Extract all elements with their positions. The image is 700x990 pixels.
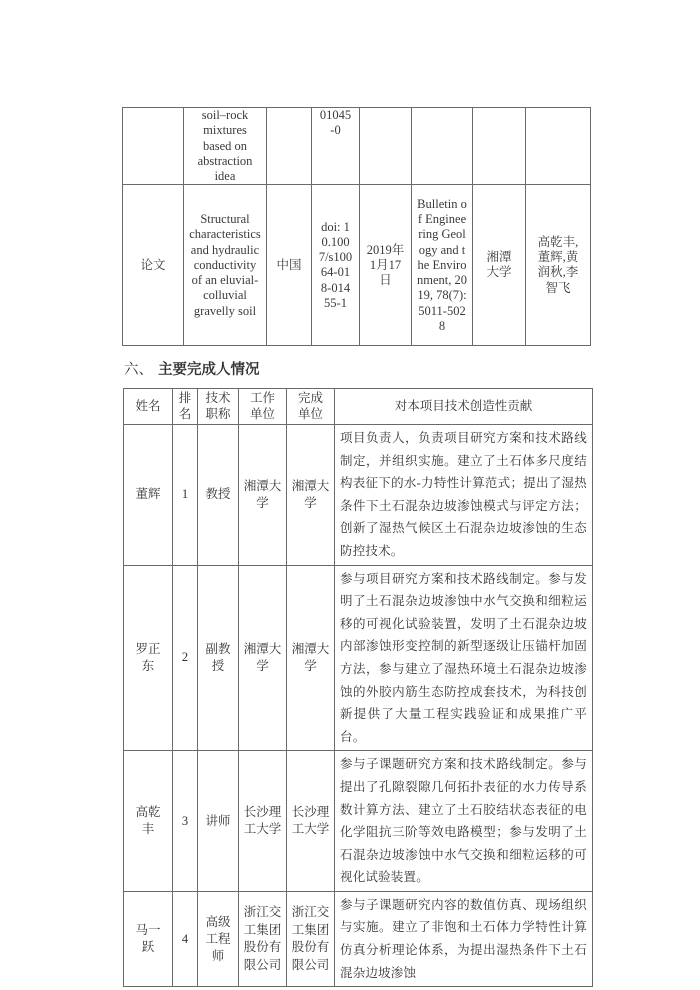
person-contribution: 项目负责人，负责项目研究方案和技术路线制定，并组织实施。建立了土石体多尺度结构表征下的水-力特性计算范式；提出了湿热条件下土石混杂边坡渗蚀模式与评定方法；创新了湿热气候区土石混杂边坡渗蚀的生态防控技术。 — [335, 425, 593, 566]
person-work-unit: 湘潭大学 — [239, 565, 287, 751]
person-rank: 1 — [173, 425, 198, 566]
header-name: 姓名 — [124, 389, 173, 425]
table-header-row — [124, 389, 593, 425]
person-work-unit: 湘潭大学 — [239, 425, 287, 566]
table-row — [124, 565, 593, 751]
person-work-unit: 长沙理工大学 — [239, 751, 287, 892]
paper-country: 中国 — [267, 185, 312, 346]
paper-date — [360, 108, 412, 185]
person-contribution: 参与项目研究方案和技术路线制定。参与发明了土石混杂边坡渗蚀中水气交换和细粒运移的可视化试验装置，发明了土石混杂边坡内部渗蚀形变控制的新型逐级让压锚杆加固方法，参与建立了湿热环境土石混杂边坡渗蚀的外胶内筋生态防控成套技术，为科技创新提供了大量工程实践验证和成果推广平台。 — [335, 565, 593, 751]
paper-journal: Bulletin of Engineering Geology and the Environment, 2019, 78(7): 5011-5028 — [412, 185, 473, 346]
person-work-unit: 浙江交工集团股份有限公司 — [239, 891, 287, 986]
people-table — [123, 388, 593, 987]
paper-title: Structural characteristics and hydraulic conductivity of an eluvial-colluvial gravelly soil — [184, 185, 267, 346]
person-completion-unit: 浙江交工集团股份有限公司 — [287, 891, 335, 986]
papers-table — [122, 107, 591, 346]
header-rank: 排名 — [173, 389, 198, 425]
paper-authors: 高乾丰,董辉,黄润秋,李智飞 — [526, 185, 591, 346]
person-name: 董辉 — [124, 425, 173, 566]
person-contribution: 参与子课题研究方案和技术路线制定。参与提出了孔隙裂隙几何拓扑表征的水力传导系数计算方法、建立了土石胶结状态表征的电化学阻抗三阶等效电路模型；参与发明了土石混杂边坡渗蚀中水气交换和细粒运移的可视化试验装置。 — [335, 751, 593, 892]
paper-journal — [412, 108, 473, 185]
person-contribution: 参与子课题研究内容的数值仿真、现场组织与实施。建立了非饱和土石体力学特性计算仿真分析理论体系，为提出湿热条件下土石混杂边坡渗蚀 — [335, 891, 593, 986]
person-title: 讲师 — [198, 751, 239, 892]
paper-doi: doi: 10.1007/s10064-018-01455-1 — [312, 185, 360, 346]
table-row — [124, 751, 593, 892]
person-completion-unit: 湘潭大学 — [287, 425, 335, 566]
table-row — [124, 425, 593, 566]
header-completion-unit: 完成单位 — [287, 389, 335, 425]
person-title: 教授 — [198, 425, 239, 566]
person-title: 高级工程师 — [198, 891, 239, 986]
header-contribution: 对本项目技术创造性贡献 — [335, 389, 593, 425]
person-completion-unit: 长沙理工大学 — [287, 751, 335, 892]
paper-type: 论文 — [123, 185, 184, 346]
person-title: 副教授 — [198, 565, 239, 751]
table-row — [123, 185, 591, 346]
person-name: 马一跃 — [124, 891, 173, 986]
person-name: 罗正东 — [124, 565, 173, 751]
paper-authors — [526, 108, 591, 185]
paper-date: 2019年1月17日 — [360, 185, 412, 346]
person-rank: 4 — [173, 891, 198, 986]
person-name: 高乾丰 — [124, 751, 173, 892]
person-rank: 2 — [173, 565, 198, 751]
paper-type — [123, 108, 184, 185]
paper-title: soil–rock mixtures based on abstraction idea — [184, 108, 267, 185]
person-completion-unit: 湘潭大学 — [287, 565, 335, 751]
header-title: 技术职称 — [198, 389, 239, 425]
person-rank: 3 — [173, 751, 198, 892]
header-work-unit: 工作单位 — [239, 389, 287, 425]
table-row — [124, 891, 593, 986]
paper-doi: 01045-0 — [312, 108, 360, 185]
section-heading — [124, 358, 260, 379]
section-number: 六、 — [124, 362, 153, 378]
table-row — [123, 108, 591, 185]
section-title: 主要完成人情况 — [158, 362, 260, 378]
paper-unit — [473, 108, 526, 185]
paper-unit: 湘潭大学 — [473, 185, 526, 346]
paper-country — [267, 108, 312, 185]
